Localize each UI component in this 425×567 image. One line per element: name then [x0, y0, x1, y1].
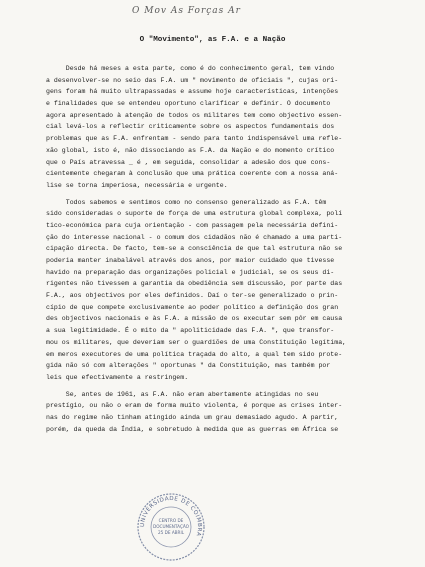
text-line: cípio de que compete exclusivamente ao poder político a definição dos gran	[46, 303, 339, 311]
handwritten-note: O Mov As Forças Ar	[132, 6, 241, 16]
document-title: O "Movimento", as F.A. e a Nação	[139, 36, 286, 44]
archive-stamp	[136, 492, 206, 562]
text-line: cial levá-los a reflectir criticamente sobre os aspectos fundamentais dos	[46, 123, 335, 131]
text-line: mou os militares, que deveriam ser o guardiões de uma Constituição legítima,	[46, 338, 347, 346]
text-line: Se, antes de 1961, as F.A. não eram abertamente atingidas no seu	[46, 390, 319, 398]
stamp-center-line: DOCUMENTAÇÃO	[153, 524, 189, 529]
stamp-seal-icon	[136, 492, 206, 562]
text-line: cientemente chegaram à conclusão que uma prática coerente com a nossa aná-	[46, 170, 339, 178]
text-line: cipação directa. De facto, tem-se a consciência de que tal estrutura não se	[46, 245, 343, 253]
text-line: nas do regime não tinham atingido ainda um grau demasiado agudo. A partir,	[46, 413, 339, 421]
text-line: problemas que as F.A. enfrentam - sendo para tanto indispensável uma refle-	[46, 135, 343, 143]
text-line: lise se torna imperiosa, necessária e urgente.	[46, 181, 228, 189]
paragraph	[46, 63, 406, 192]
text-line: gens foram há muito ultrapassadas e assume hoje características, intenções	[46, 88, 339, 96]
text-line: tico-económica para cuja orientação - com passagem pela necessária defini-	[46, 221, 339, 229]
text-line: gida não só com alterações " oportunas " da Constituição, mas também por	[46, 362, 331, 370]
text-line: leis que efectivamente a restringem.	[46, 373, 189, 381]
stamp-center-line: CENTRO DE	[158, 518, 184, 523]
text-line: a desenvolver-se no seio das F.A. um " movimento de oficiais ", cujas ori-	[46, 76, 339, 84]
text-line: sido consideradas o suporte de força de uma estrutura global complexa, polí	[46, 210, 343, 218]
text-line: F.A., aos objectivos por eles definidos. Daí o ter-se generalizado o prin-	[46, 292, 339, 300]
text-line: Todos sabemos e sentimos como no consenso generalizado as F.A. têm	[46, 198, 327, 206]
paragraph	[46, 389, 406, 436]
text-line: a sua legitimidade. É o mito da " apoliticidade das F.A. ", que transfor-	[46, 327, 335, 335]
text-line: em meros executores de uma política traçada do alto, a qual tem sido prote-	[46, 350, 343, 358]
text-line: xão global, isto é, não dissociando as F.A. da Nação e do momento crítico	[46, 146, 335, 154]
text-line: porém, da queda da Índia, e sobretudo à medida que as guerras em África se	[46, 425, 339, 433]
text-line: agora apresentado à atenção de todos os militares tem como objectivo essen-	[46, 111, 343, 119]
text-line: ção do interesse nacional - o comum dos cidadãos não é chamado a uma parti-	[46, 233, 343, 241]
stamp-ring-text: UNIVERSIDADE DE COIMBRA	[139, 495, 203, 538]
text-line: Desde há meses a esta parte, como é do conhecimento geral, tem vindo	[46, 65, 335, 72]
stamp-center-line: 25 DE ABRIL	[157, 530, 185, 535]
text-line: que o País atravessa _ é , em seguida, consolidar a adesão dos que cons-	[46, 158, 331, 166]
paragraph	[46, 197, 406, 384]
text-line: rigentes não tivessem a garantia da obediência sem discussão, por parte das	[46, 280, 343, 288]
text-line: des objectivos nacionais e às F.A. a missão de os executar sem pôr em causa	[46, 315, 343, 323]
text-line: prestígio, ou não o eram de forma muito violenta, é porque as crises inter-	[46, 402, 343, 410]
text-line: havido na preparação das organizações policial e judicial, se os seus di-	[46, 268, 335, 276]
document-body	[46, 63, 406, 435]
text-line: poderia manter inabalável através dos anos, por maior cuidado que tivesse	[46, 257, 335, 264]
text-line: e finalidades que se entendeu oportuno clarificar e definir. O documento	[46, 100, 331, 108]
